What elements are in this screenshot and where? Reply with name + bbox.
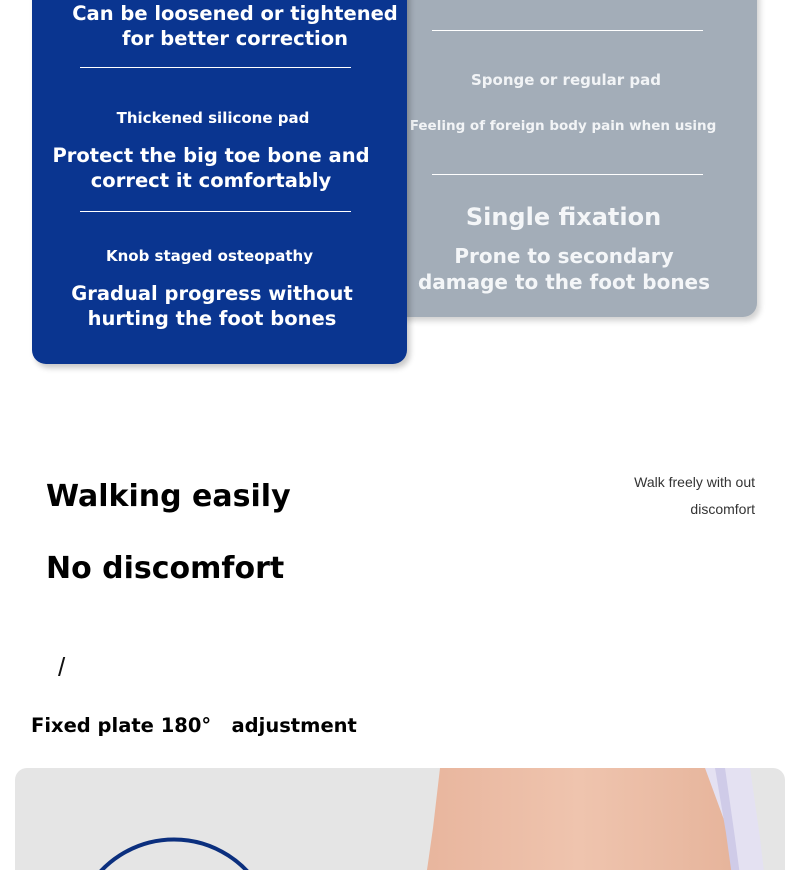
product-divider-top bbox=[80, 67, 351, 68]
product-pad-desc: Protect the big toe bone and correct it comfortably bbox=[52, 144, 370, 192]
competitor-divider-mid bbox=[432, 174, 703, 175]
competitor-fixation-desc: Prone to secondary damage to the foot bones bbox=[417, 244, 711, 294]
side-note-line2: discomfort bbox=[690, 501, 755, 517]
side-note-line1: Walk freely with out bbox=[634, 474, 755, 490]
competitor-pad-title: Sponge or regular pad bbox=[470, 71, 662, 89]
product-photo bbox=[15, 768, 785, 870]
competitor-divider-top bbox=[432, 30, 703, 31]
product-knob-title: Knob staged osteopathy bbox=[105, 247, 314, 265]
competitor-fixation-title: Single fixation bbox=[465, 203, 662, 231]
side-note bbox=[555, 469, 755, 523]
product-adjust-desc: Can be loosened or tightened for better correction bbox=[72, 2, 398, 50]
product-knob-desc: Gradual progress without hurting the foot bones bbox=[71, 282, 353, 330]
foot-illustration bbox=[15, 768, 785, 870]
slash-separator: / bbox=[58, 652, 66, 682]
product-divider-mid bbox=[80, 211, 351, 212]
competitor-pad-desc: Feeling of foreign body pain when using bbox=[409, 118, 717, 134]
heading-walking-easily: Walking easily bbox=[46, 479, 291, 514]
product-pad-title: Thickened silicone pad bbox=[116, 109, 310, 127]
fixed-plate-caption: Fixed plate 180° adjustment bbox=[31, 714, 357, 737]
heading-no-discomfort: No discomfort bbox=[46, 551, 285, 586]
